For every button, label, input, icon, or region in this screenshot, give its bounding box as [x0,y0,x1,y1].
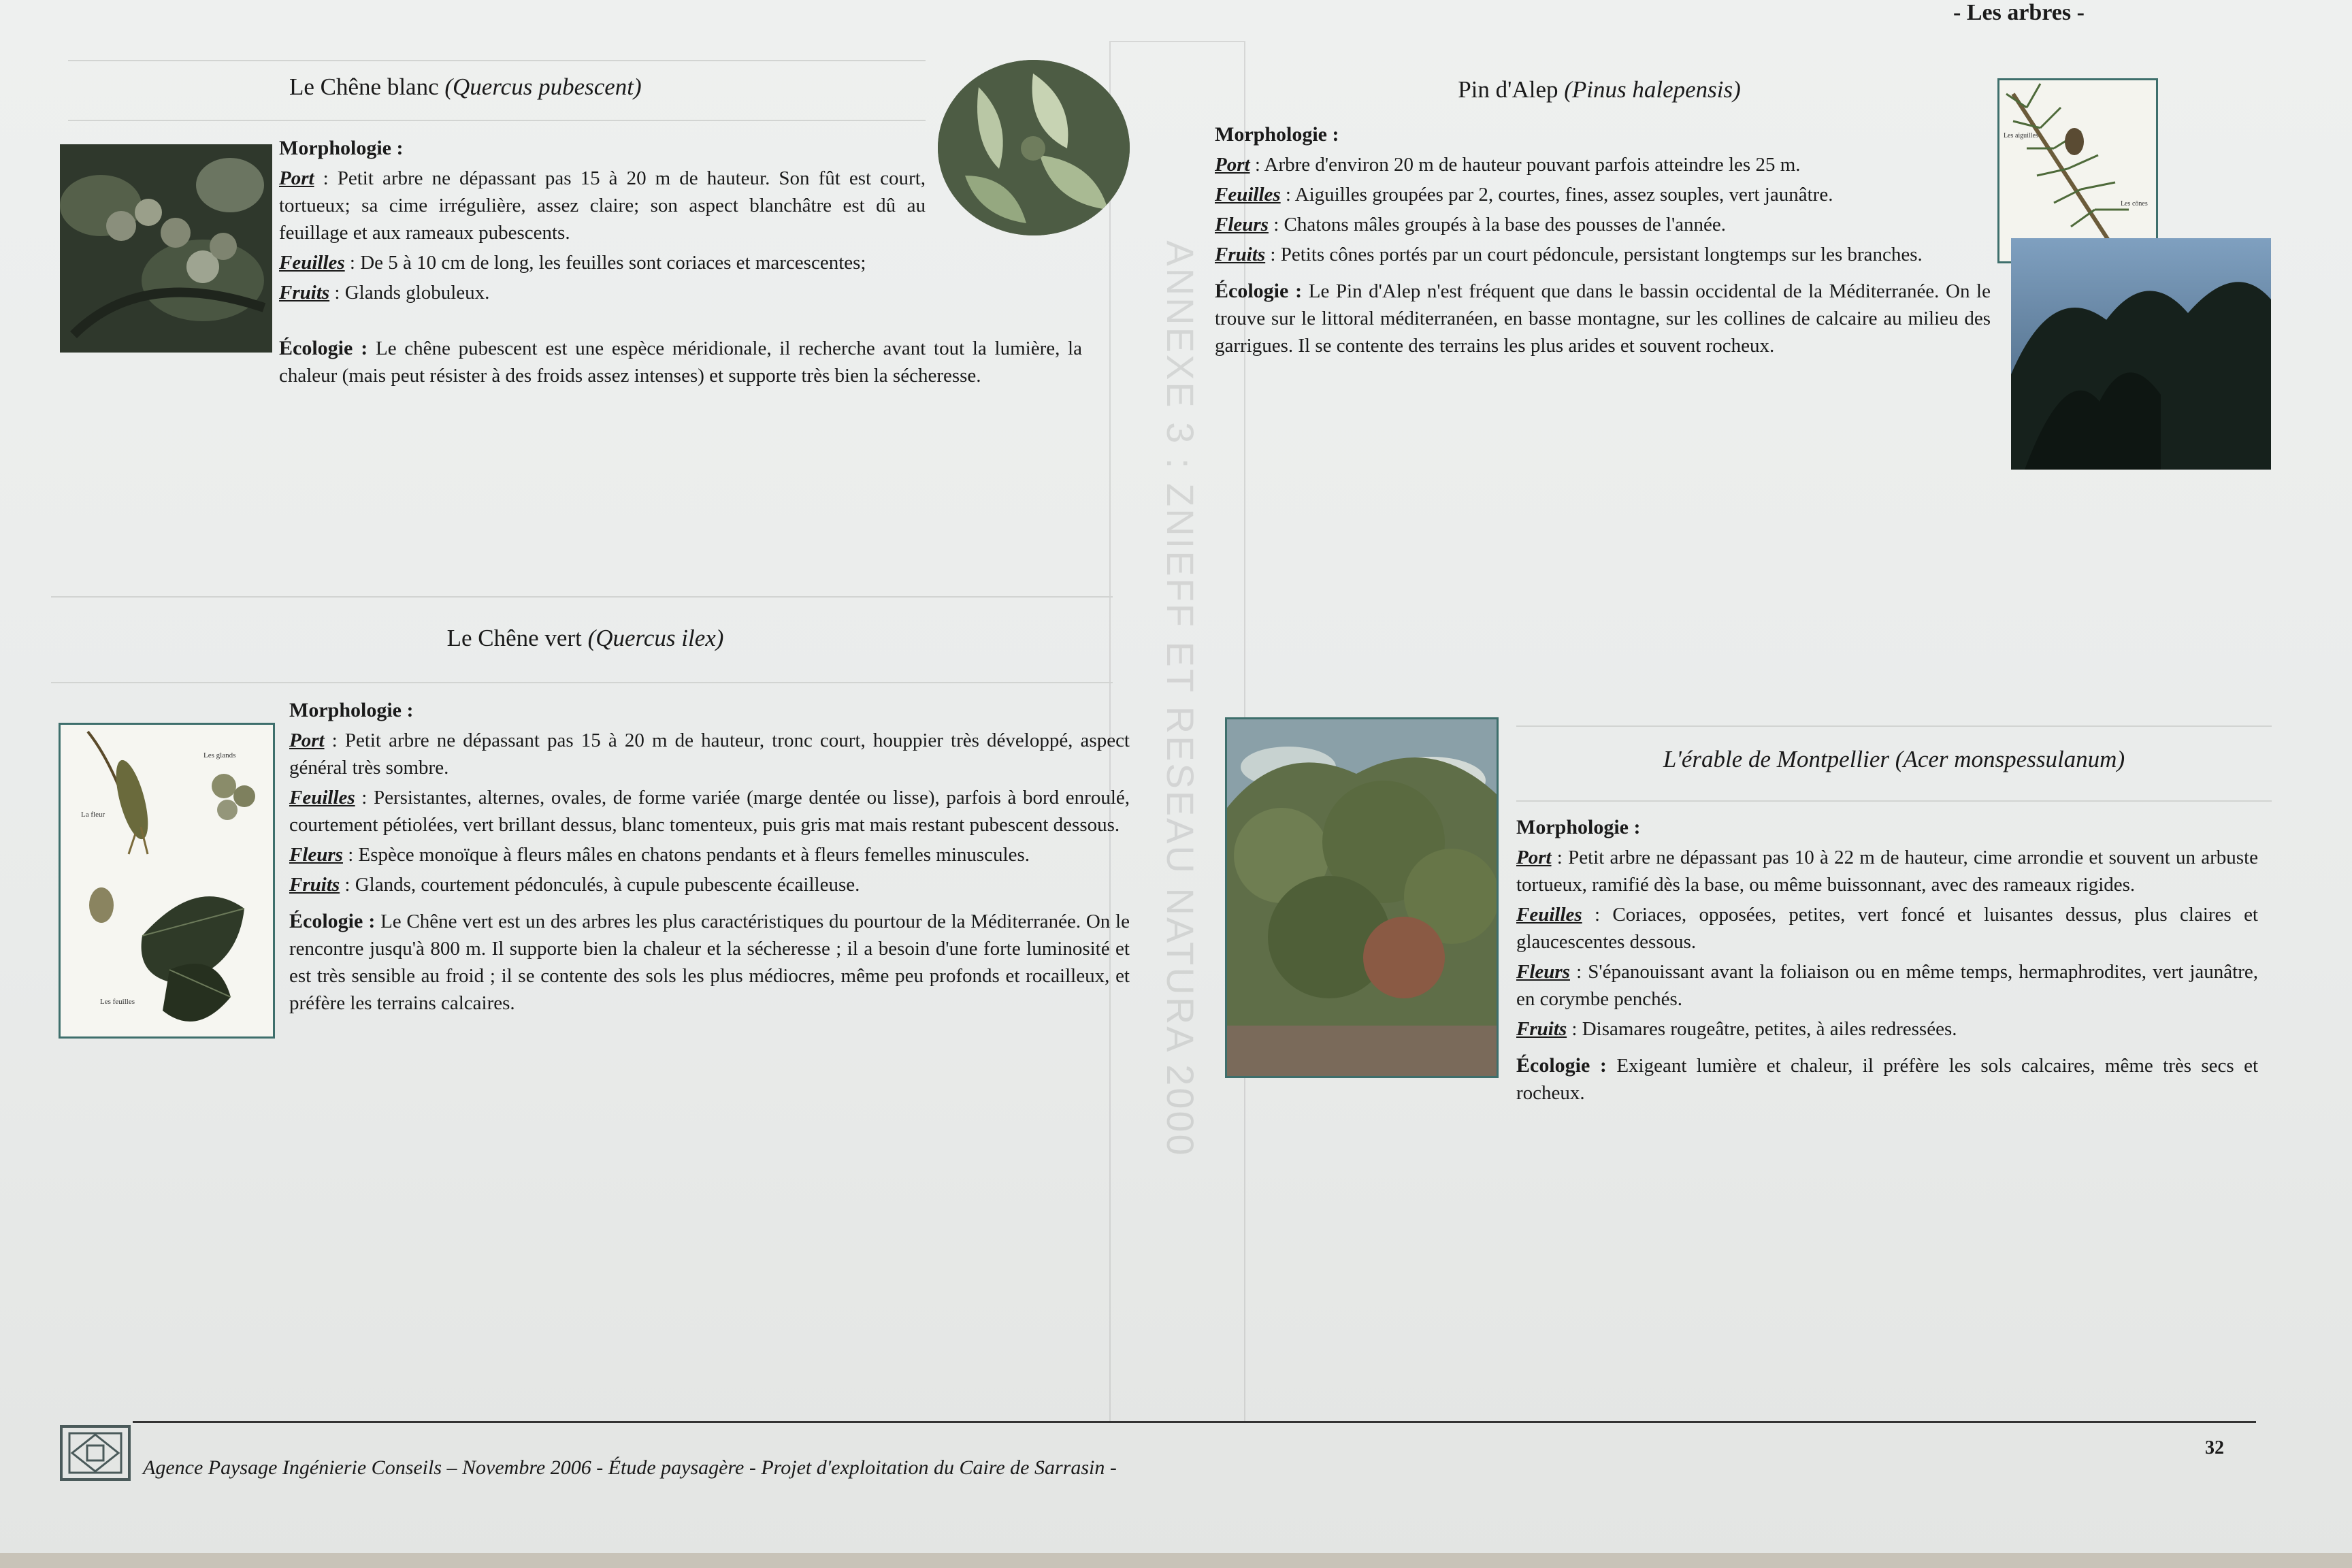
fleurs-text: : S'épanouissant avant la foliaison ou en même temps, hermaphrodites, vert jaunâtre, en corymbe penchés. [1516,961,2258,1010]
desc-erable [1516,814,2258,1109]
eco-text: Le Chêne vert est un des arbres les plus caractéristiques du pourtour de la Méditerranée. On le rencontre jusqu'à 800 m. Il supporte bien la chaleur et la sécheresse ; il a besoin d'une forte luminosité et est très sensible au froid ; il se contente des sols les plus médiocres, même peu profonds et rocailleux, et préfère les terrains calcaires. [289,911,1130,1014]
title-rule [68,60,926,61]
feuilles-text: : Coriaces, opposées, petites, vert foncé et luisantes dessus, plus claires et glaucescentes dessous. [1516,904,2258,953]
eco-label: Écologie : [1516,1054,1607,1077]
morpho-heading: Morphologie : [279,137,404,159]
species-title-chene-vert: Le Chêne vert (Quercus ilex) [446,625,724,651]
port-label: Port [1516,847,1552,868]
fleurs-label: Fleurs [1215,214,1269,235]
title-rule [1516,725,2272,727]
fleurs-label: Fleurs [1516,961,1570,983]
photo-erable-montpellier [1225,717,1499,1078]
title-rule [68,120,926,121]
illus-label-cones: Les cônes [2121,200,2148,208]
morpho-heading: Morphologie : [1516,816,1641,838]
port-text: : Arbre d'environ 20 m de hauteur pouvant parfois atteindre les 25 m. [1250,154,1801,176]
eco-label: Écologie : [279,337,368,359]
fruits-text: : Disamares rougeâtre, petites, à ailes redressées. [1567,1018,1957,1040]
fruits-label: Fruits [279,282,330,304]
illustration-chene-vert [59,723,275,1039]
eco-label: Écologie : [1215,280,1303,302]
title-rule [51,682,1113,683]
photo-chene-blanc-leaves [938,60,1130,235]
feuilles-label: Feuilles [1215,184,1281,206]
eco-text: Le chêne pubescent est une espèce méridionale, il recherche avant tout la lumière, la chaleur (mais peut résister à des froids assez intenses) et supporte très bien la sécheresse. [279,338,1082,387]
port-text: : Petit arbre ne dépassant pas 15 à 20 m de hauteur. Son fût est court, tortueux; sa cime irrégulière, assez claire; son aspect blanchâtre est dû au feuillage et aux rameaux pubescents. [279,167,926,244]
illustration-pin-alep [1997,78,2158,263]
port-text: : Petit arbre ne dépassant pas 15 à 20 m de hauteur, tronc court, houppier très développé, aspect général très sombre. [289,730,1130,779]
watermark-text: ANNEXE 3 : ZNIEFF ET RESEAU NATURA 2000 [1159,240,1202,1158]
morpho-heading: Morphologie : [1215,123,1339,146]
fruits-text: : Glands, courtement pédonculés, à cupule pubescente écailleuse. [340,874,860,896]
fleurs-text: : Chatons mâles groupés à la base des pousses de l'année. [1268,214,1727,235]
feuilles-label: Feuilles [1516,904,1582,926]
port-text: : Petit arbre ne dépassant pas 10 à 22 m de hauteur, cime arrondie et souvent un arbuste tortueux, ramifié dès la base, ou même buissonnant, avec des rameaux rigides. [1516,847,2258,896]
section-header: - Les arbres - [1953,0,2085,25]
morpho-heading: Morphologie : [289,699,414,721]
desc-pin-alep [1215,121,1991,362]
illus-label-aiguilles: Les aiguilles [2004,132,2038,140]
illus-label-fleur: La fleur [81,811,105,819]
fruits-label: Fruits [289,874,340,896]
title-rule [51,596,1113,598]
eco-text: Le Pin d'Alep n'est fréquent que dans le bassin occidental de la Méditerranée. On le trouve sur le littoral méditerranéen, en basse montagne, sur les collines de calcaire au milieu des garrigues. Il se contente des terrains les plus arides et souvent rocheux. [1215,280,1991,357]
fruits-text: : Glands globuleux. [329,282,490,304]
fleurs-text: : Espèce monoïque à fleurs mâles en chatons pendants et à fleurs femelles minuscules. [342,844,1030,866]
photo-chene-blanc-acorns [60,144,272,353]
photo-pin-alep-tree [2011,238,2271,470]
fruits-label: Fruits [1516,1018,1567,1040]
desc-chene-blanc [279,135,926,309]
fleurs-label: Fleurs [289,844,343,866]
feuilles-text: : Persistantes, alternes, ovales, de forme variée (marge dentée ou lisse), parfois à bord enroulé, courtement pétiolées, vert brillant dessus, blanc tomenteux, puis gris mat mais restant pubescent dessous. [289,787,1130,836]
illus-label-glands: Les glands [203,751,236,760]
feuilles-text: : De 5 à 10 cm de long, les feuilles sont coriaces et marcescentes; [344,252,866,274]
footer-divider [133,1421,2256,1423]
footer-text: Agence Paysage Ingénierie Conseils – Novembre 2006 - Étude paysagère - Projet d'exploitation du Caire de Sarrasin - [143,1456,1117,1479]
port-label: Port [1215,154,1250,176]
page-number: 32 [2205,1437,2224,1458]
illus-label-feuilles: Les feuilles [100,998,135,1006]
desc-chene-vert [289,697,1130,1019]
eco-text: Exigeant lumière et chaleur, il préfère les sols calcaires, même très secs et rocheux. [1516,1055,2258,1104]
eco-chene-blanc [279,335,1082,392]
port-label: Port [279,167,314,189]
feuilles-label: Feuilles [279,252,345,274]
species-title-chene-blanc: Le Chêne blanc (Quercus pubescent) [289,74,642,100]
feuilles-text: : Aiguilles groupées par 2, courtes, fines, assez souples, vert jaunâtre. [1280,184,1833,206]
agency-logo-icon [60,1425,131,1481]
species-title-erable: L'érable de Montpellier (Acer monspessulanum) [1663,746,2125,772]
fruits-text: : Petits cônes portés par un court pédoncule, persistant longtemps sur les branches. [1265,244,1923,265]
title-rule [1516,800,2272,802]
species-title-pin-alep: Pin d'Alep (Pinus halepensis) [1458,76,1741,103]
port-label: Port [289,730,325,751]
eco-label: Écologie : [289,910,376,932]
fruits-label: Fruits [1215,244,1266,265]
feuilles-label: Feuilles [289,787,355,808]
